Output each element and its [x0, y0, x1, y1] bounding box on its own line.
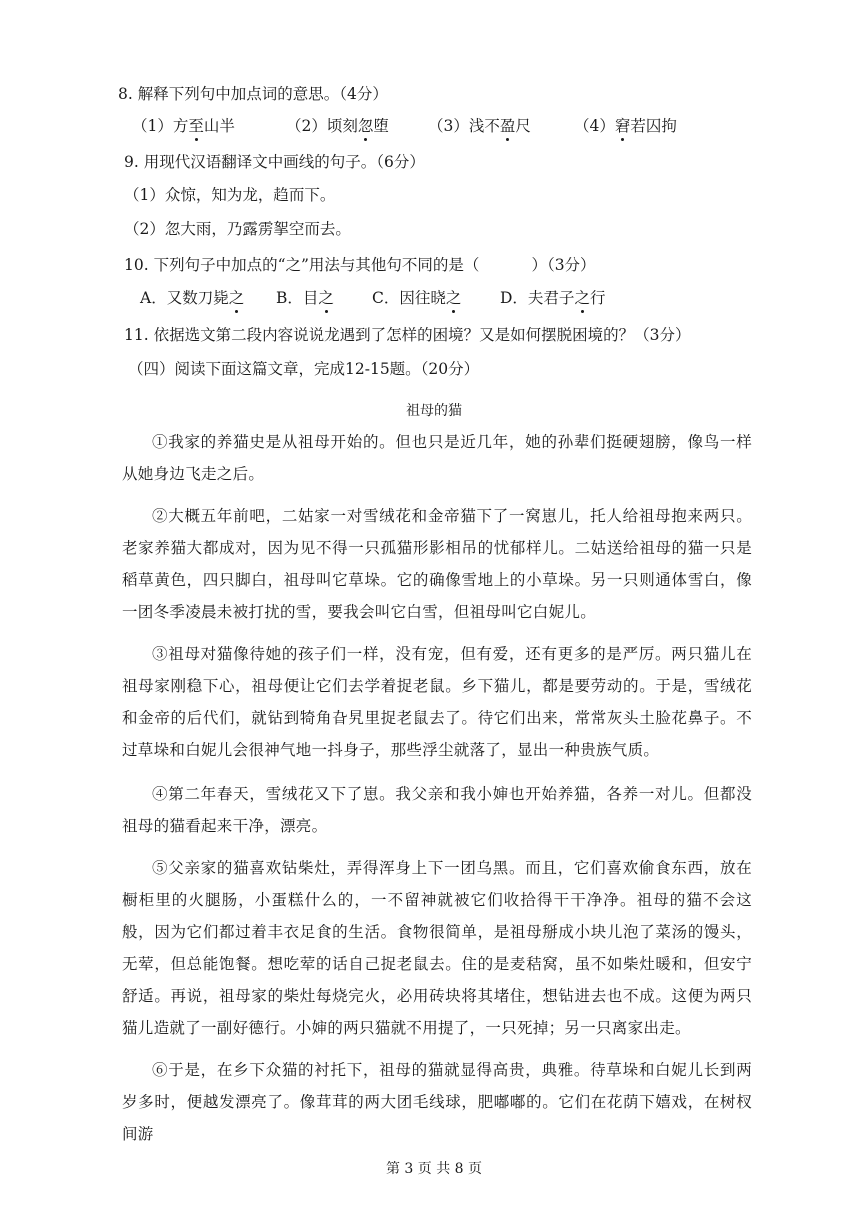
article-paragraph-4: ④第二年春天，雪绒花又下了崽。我父亲和我小婶也开始养猫，各养一对儿。但都没祖母的猫看起来干净，漂亮。: [122, 785, 752, 835]
q10-option-b: B．目之: [276, 289, 334, 307]
article-paragraph-2: ②大概五年前吧，二姑家一对雪绒花和金帝猫下了一窝崽儿，托人给祖母抱来两只。老家养猫大都成对，因为见不得一只孤猫形影相吊的忧郁样儿。二姑送给祖母的猫一只是稻草黄色，四只脚白，祖母叫它草垛。它的确像雪地上的小草垛。另一只则通体雪白，像一团冬季凌晨未被打扰的雪，要我会叫它白雪，但祖母叫它白妮儿。: [122, 507, 752, 621]
question-10-text: 10. 下列句子中加点的“之”用法与其他句不同的是（: [124, 256, 480, 274]
article-paragraph-3: ③祖母对猫像待她的孩子们一样，没有宠，但有爱，还有更多的是严厉。两只猫儿在祖母家刚稳下心，祖母便让它们去学着捉老鼠。乡下猫儿，都是要劳动的。于是，雪绒花和金帝的后代们，就钻到犄角旮旯里捉老鼠去了。待它们出来，常常灰头土脸花鼻子。不过草垛和白妮儿会很神气地一抖身子，那些浮尘就落了，显出一种贵族气质。: [122, 645, 752, 759]
article-title: 祖母的猫: [406, 403, 462, 419]
question-10-options: [140, 291, 605, 307]
article-paragraph-6: ⑥于是，在乡下众猫的衬托下，祖母的猫就显得高贵，典雅。待草垛和白妮儿长到两岁多时，便越发漂亮了。像茸茸的两大团毛线球，肥嘟嘟的。它们在花荫下嬉戏，在树杈间游: [122, 1061, 752, 1143]
q10-option-a: A．又数刀毙之: [140, 289, 245, 307]
article-paragraph-1: ①我家的养猫史是从祖母开始的。但也只是近几年，她的孙辈们挺硬翅膀，像鸟一样从她身边飞走之后。: [122, 433, 752, 483]
question-9: 9. 用现代汉语翻译文中画线的句子。（6分）: [124, 153, 425, 171]
section-4-heading: （四）阅读下面这篇文章，完成12-15题。（20分）: [128, 360, 480, 378]
q8-option-1: （1）方至山半: [132, 117, 235, 135]
question-10: [124, 258, 596, 274]
q8-option-3: （3）浅不盈尺: [428, 117, 531, 135]
question-10-score: ）（3分）: [531, 256, 596, 274]
page-footer: 第 3 页 共 8 页: [385, 1161, 483, 1177]
q8-option-4: （4）窘若囚拘: [574, 117, 677, 135]
question-8: 8. 解释下列句中加点词的意思。（4分）: [118, 85, 388, 103]
article-paragraph-5: ⑤父亲家的猫喜欢钻柴灶，弄得浑身上下一团乌黑。而且，它们喜欢偷食东西，放在橱柜里的火腿肠，小蛋糕什么的，一不留神就被它们收拾得干干净净。祖母的猫不会这般，因为它们都过着丰衣足食的生活。食物很简单，是祖母掰成小块儿泡了菜汤的馒头，无荤，但总能饱餐。想吃荤的话自己捉老鼠去。住的是麦秸窝，虽不如柴灶暖和，但安宁舒适。再说，祖母家的柴灶每烧完火，必用砖块将其堵住，想钻进去也不成。这便为两只猫儿造就了一副好德行。小婶的两只猫就不用提了，一只死掉；另一只离家出走。: [122, 859, 752, 1037]
q10-option-c: C．因往晓之: [372, 289, 462, 307]
question-9-item-1: （1）众惊，知为龙，趋而下。: [124, 186, 336, 204]
q10-option-d: D．夫君子之行: [500, 289, 606, 307]
question-9-item-2: （2）忽大雨，乃露雳挐空而去。: [124, 220, 351, 238]
question-8-options: [132, 119, 677, 135]
question-11: 11. 依据选文第二段内容说说龙遇到了怎样的困境？又是如何摆脱困境的？（3分）: [124, 326, 691, 344]
q8-option-2: （2）顷刻忽堕: [286, 117, 389, 135]
